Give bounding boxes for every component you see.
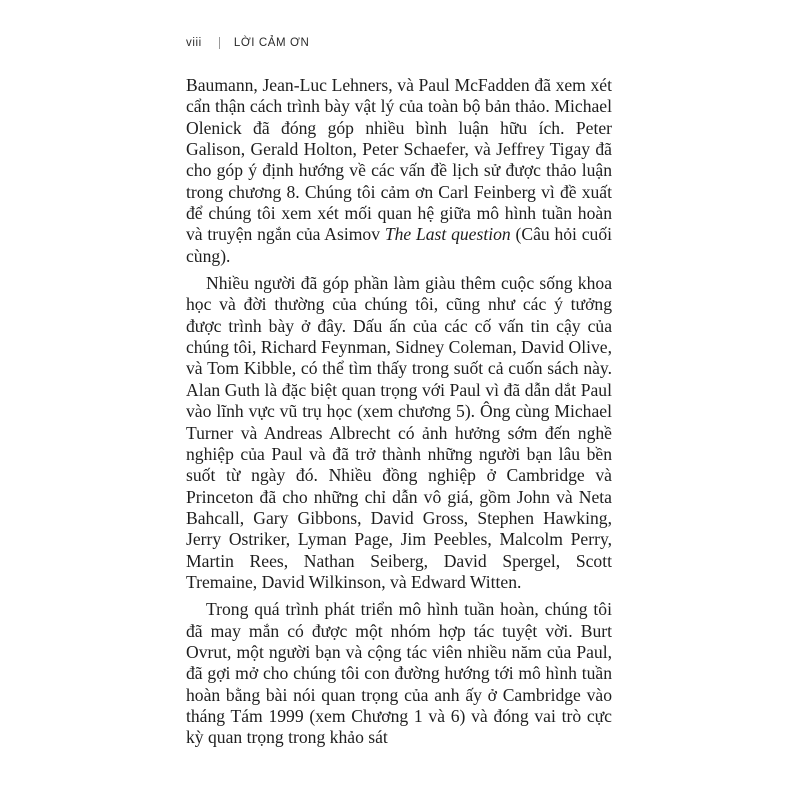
book-title-italic: The Last question	[384, 224, 511, 245]
paragraph-1-text: Baumann, Jean-Luc Lehners, và Paul McFadden đã xem xét cẩn thận cách trình bày vật lý của toàn bộ bản thảo. Michael Olenick đã đóng góp nhiều bình luận hữu ích. Peter Galison, Gerald Holton, Peter Schaefer, và Jeffrey Tigay đã cho góp ý định hướng về các vấn đề lịch sử được thảo luận trong chương 8. Chúng tôi cảm ơn Carl Feinberg vì đề xuất để chúng tôi xem xét mối quan hệ giữa mô hình tuần hoàn và truyện ngắn của Asimov	[186, 75, 612, 245]
body-text	[186, 75, 612, 749]
chapter-title: LỜI CẢM ƠN	[233, 37, 310, 49]
paragraph-2: Nhiều người đã góp phần làm giàu thêm cuộc sống khoa học và đời thường của chúng tôi, cũng như các ý tưởng được trình bày ở đây. Dấu ấn của các cố vấn tin cậy của chúng tôi, Richard Feynman, Sidney Coleman, David Olive, và Tom Kibble, có thể tìm thấy trong suốt cả cuốn sách này. Alan Guth là đặc biệt quan trọng với Paul vì đã dẫn dắt Paul vào lĩnh vực vũ trụ học (xem chương 5). Ông cùng Michael Turner và Andreas Albrecht có ảnh hưởng sớm đến nghề nghiệp của Paul và đã trở thành những người bạn lâu bền suốt từ ngày đó. Nhiều đồng nghiệp ở Cambridge và Princeton đã cho những chỉ dẫn vô giá, gồm John và Neta Bahcall, Gary Gibbons, David Gross, Stephen Hawking, Jerry Ostriker, Lyman Page, Jim Peebles, Malcolm Perry, Martin Rees, Nathan Seiberg, David Spergel, Scott Tremaine, David Wilkinson, và Edward Witten.	[186, 273, 612, 592]
page-number: viii	[186, 37, 202, 49]
paragraph-1	[186, 75, 612, 267]
header-separator	[219, 37, 220, 49]
running-head	[186, 34, 309, 52]
paragraph-3: Trong quá trình phát triển mô hình tuần hoàn, chúng tôi đã may mắn có được một nhóm hợp tác tuyệt vời. Burt Ovrut, một người bạn và cộng tác viên nhiều năm của Paul, đã gợi mở cho chúng tôi con đường hướng tới mô hình tuần hoàn bằng bài nói quan trọng của anh ấy ở Cambridge vào tháng Tám 1999 (xem Chương 1 và 6) và đóng vai trò cực kỳ quan trọng trong khảo sát	[186, 599, 612, 748]
paragraph-1-tail: (Câu hỏi cuối cùng).	[186, 224, 613, 266]
